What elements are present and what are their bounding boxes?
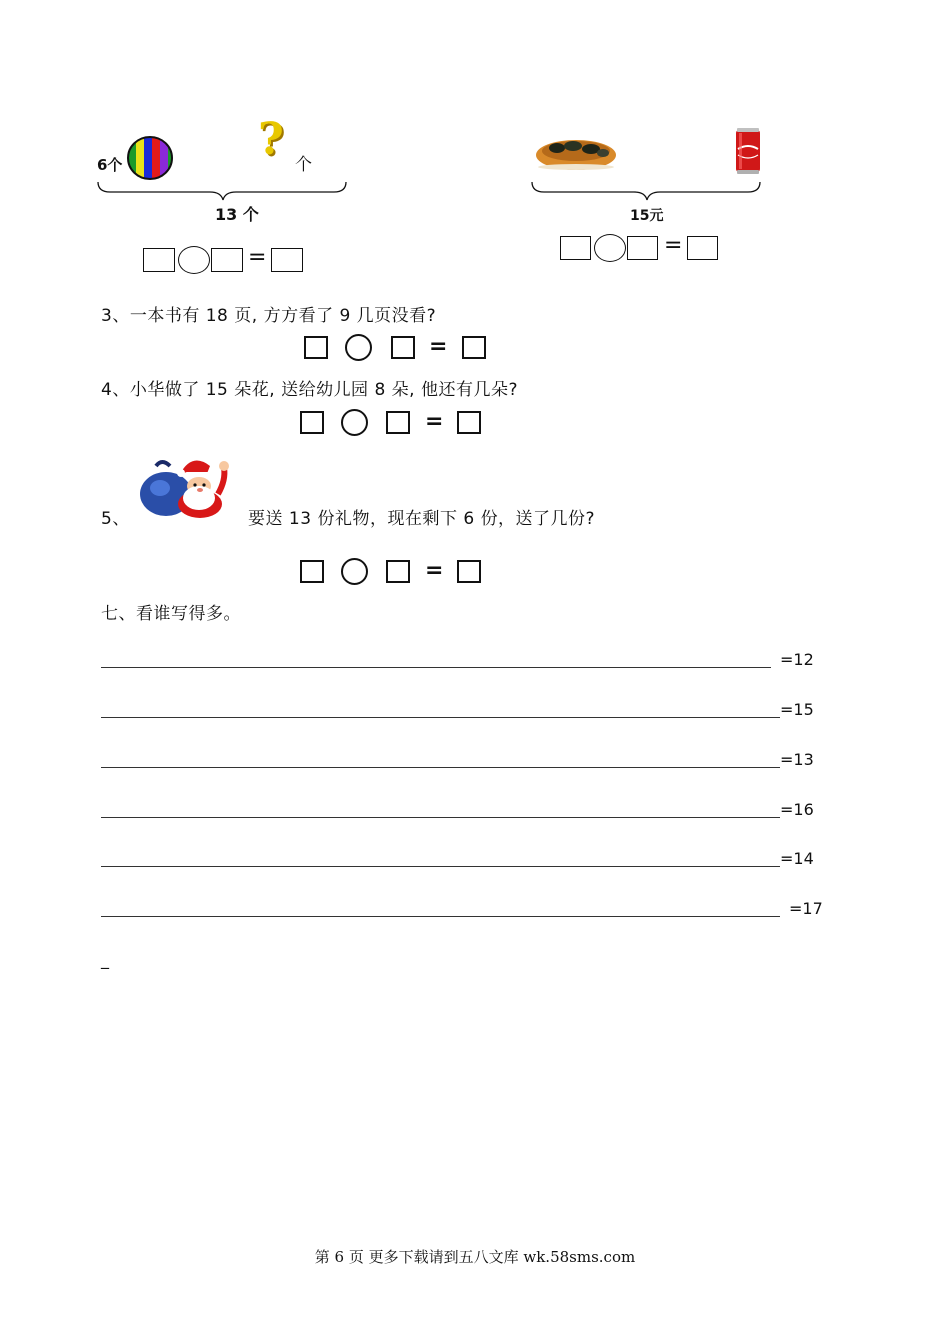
answer-box[interactable] <box>386 411 410 434</box>
total-label-2: 15元 <box>630 208 664 224</box>
answer-line[interactable] <box>101 817 780 818</box>
total-label-1: 13 个 <box>215 205 259 224</box>
answer-box[interactable] <box>560 236 591 260</box>
brace-2 <box>530 180 764 202</box>
target-sum: =12 <box>780 650 814 669</box>
operator-circle[interactable] <box>594 234 626 262</box>
equals-sign: = <box>664 233 683 258</box>
ball-icon <box>126 135 174 181</box>
answer-box[interactable] <box>462 336 486 359</box>
question-mark-icon: ? <box>258 114 284 165</box>
target-sum: =14 <box>780 849 814 868</box>
answer-line[interactable] <box>101 717 780 718</box>
santa-icon <box>138 452 234 518</box>
question-text: 4、小华做了 15 朵花, 送给幼儿园 8 朵, 他还有几朵? <box>101 380 519 400</box>
equals-sign: = <box>425 409 444 434</box>
equals-sign: = <box>425 558 444 583</box>
answer-line[interactable] <box>101 767 780 768</box>
operator-circle[interactable] <box>341 409 368 436</box>
equals-sign: = <box>429 334 448 359</box>
answer-box[interactable] <box>300 560 324 583</box>
stray-mark: _ <box>101 950 109 969</box>
answer-box[interactable] <box>687 236 718 260</box>
equals-sign: = <box>248 245 267 270</box>
bread-icon <box>533 133 619 173</box>
target-sum: =15 <box>780 700 814 719</box>
answer-box[interactable] <box>627 236 658 260</box>
operator-circle[interactable] <box>341 558 368 585</box>
question-text: 3、一本书有 18 页, 方方看了 9 几页没看? <box>101 306 437 326</box>
answer-box[interactable] <box>300 411 324 434</box>
answer-line[interactable] <box>101 667 771 668</box>
answer-box[interactable] <box>211 248 243 272</box>
question-text: 要送 13 份礼物，现在剩下 6 份，送了几份? <box>248 509 596 529</box>
page-footer: 第 6 页 更多下载请到五八文库 wk.58sms.com <box>314 1248 636 1266</box>
cola-can-icon <box>733 127 763 175</box>
target-sum: =17 <box>789 899 823 918</box>
answer-box[interactable] <box>271 248 303 272</box>
target-sum: =16 <box>780 800 814 819</box>
answer-box[interactable] <box>391 336 415 359</box>
operator-circle[interactable] <box>178 246 210 274</box>
answer-box[interactable] <box>304 336 328 359</box>
answer-box[interactable] <box>386 560 410 583</box>
unknown-unit-label: 个 <box>295 155 312 175</box>
ball-count-label: 6个 <box>97 156 123 174</box>
brace-1 <box>96 180 350 202</box>
section-title: 七、看谁写得多。 <box>101 604 241 624</box>
operator-circle[interactable] <box>345 334 372 361</box>
answer-box[interactable] <box>457 411 481 434</box>
question-number: 5、 <box>101 509 130 529</box>
answer-box[interactable] <box>457 560 481 583</box>
target-sum: =13 <box>780 750 814 769</box>
answer-box[interactable] <box>143 248 175 272</box>
answer-line[interactable] <box>101 916 780 917</box>
answer-line[interactable] <box>101 866 780 867</box>
